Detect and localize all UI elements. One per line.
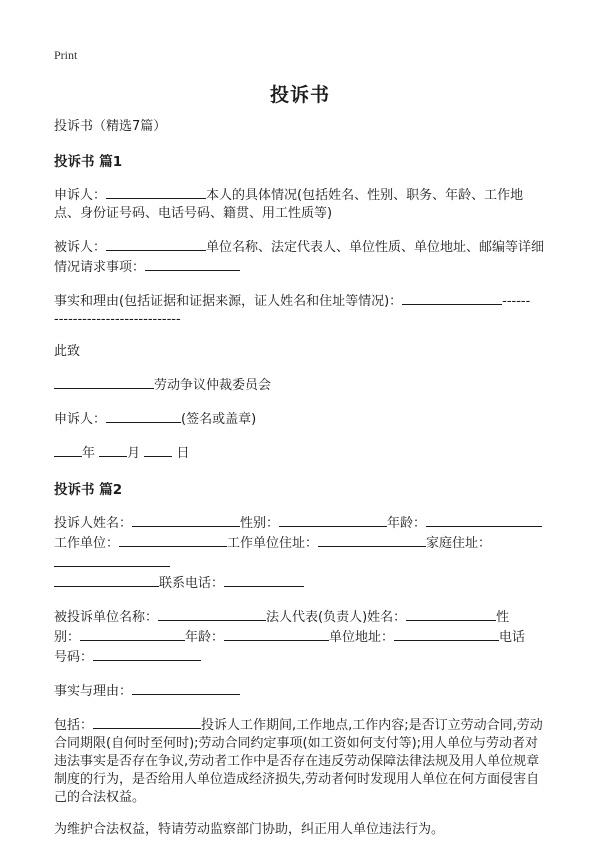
signer-note: (签名或盖章) (181, 412, 257, 427)
facts2-line (54, 681, 548, 701)
date-year: 年 (82, 446, 96, 461)
gender2-label: 性 (496, 610, 510, 625)
complainant-info-paragraph (54, 513, 548, 593)
home-address-label: 家庭住址： (426, 536, 492, 551)
includes-text: 投诉人工作期间,工作地点,工作内容;是否订立劳动合同,劳动合同期限(自何时至何时);劳动合同约定事项(如工资如何支付等);用人单位与劳动者对违法事实是否存在争议,劳动者工作中是否存在违反劳动保障法律法规及用人单位规章制度的行为，是否给用人单位造成经济损失,劳动者何时发现用人单位在何方面侵害自己的合法权益。 (54, 718, 543, 805)
respondent-desc: 单位名称、法定代表人、单位性质、单位地址、邮编等详细情况请求事项： (54, 240, 545, 275)
name-blank[interactable] (132, 513, 240, 527)
complainant-paragraph (54, 185, 548, 223)
facts-label: 事实和理由(包括证据和证据来源，证人姓名和住址等情况)： (54, 294, 403, 309)
home-address-blank-2[interactable] (54, 573, 159, 587)
gender2-tail: 别： (54, 630, 81, 645)
workplace-blank[interactable] (119, 533, 227, 547)
phone2-label-b: 号码： (54, 650, 94, 665)
work-address-label: 工作单位住址： (227, 536, 319, 551)
includes-label: 包括： (54, 718, 94, 733)
work-address-blank[interactable] (318, 533, 426, 547)
signer-label: 申诉人： (54, 412, 107, 427)
complainant-desc: 本人的具体情况(包括姓名、性别、职务、年龄、工作地点、身份证号码、电话号码、籍贯、用工性质等) (54, 188, 524, 221)
facts2-label: 事实与理由： (54, 684, 133, 699)
signer-blank[interactable] (106, 409, 181, 423)
unit-address-label: 单位地址： (329, 630, 395, 645)
facts-dashes-2: --------------------------- (54, 312, 181, 327)
complainant-label: 申诉人： (54, 188, 107, 203)
unit-address-blank[interactable] (394, 627, 499, 641)
facts2-blank[interactable] (132, 681, 240, 695)
date-month: 月 (127, 446, 141, 461)
includes-blank[interactable] (93, 715, 201, 729)
section-2-heading: 投诉书 篇2 (54, 482, 123, 498)
includes-paragraph (54, 715, 548, 807)
phone-label: 联系电话： (159, 576, 225, 591)
year-blank[interactable] (54, 443, 82, 457)
respondent-label: 被诉人： (54, 240, 107, 255)
employer-name-label: 被投诉单位名称： (54, 610, 159, 625)
legal-rep-blank[interactable] (406, 607, 496, 621)
committee-blank[interactable] (54, 375, 154, 389)
section-1-heading: 投诉书 篇1 (54, 154, 123, 170)
salutation: 此致 (54, 344, 81, 359)
respondent-paragraph (54, 237, 548, 277)
document-body (54, 118, 548, 853)
date-day: 日 (176, 446, 190, 461)
closing-paragraph: 为维护合法权益，特请劳动监察部门协助，纠正用人单位违法行为。 (54, 822, 445, 837)
workplace-label: 工作单位： (54, 536, 120, 551)
age-label: 年龄： (387, 516, 427, 531)
committee-label: 劳动争议仲裁委员会 (154, 378, 272, 393)
day-blank[interactable] (144, 443, 172, 457)
age-blank[interactable] (426, 513, 542, 527)
facts-blank[interactable] (402, 291, 502, 305)
print-label: Print (54, 48, 78, 62)
phone-blank[interactable] (224, 573, 304, 587)
employer-info-paragraph (54, 607, 548, 667)
month-blank[interactable] (99, 443, 127, 457)
request-blank[interactable] (145, 257, 240, 271)
home-address-blank[interactable] (54, 553, 170, 567)
phone2-blank[interactable] (93, 647, 201, 661)
gender2-blank[interactable] (80, 627, 185, 641)
gender-label: 性别： (240, 516, 280, 531)
name-label: 投诉人姓名： (54, 516, 133, 531)
age2-blank[interactable] (224, 627, 329, 641)
respondent-blank[interactable] (106, 237, 206, 251)
phone2-label-a: 电话 (499, 630, 526, 645)
committee-line (54, 375, 548, 395)
complainant-blank[interactable] (106, 185, 206, 199)
employer-name-blank[interactable] (158, 607, 266, 621)
signer-line (54, 409, 548, 429)
facts-dashes-1: ------ (502, 294, 531, 309)
document-subtitle: 投诉书（精选7篇） (54, 119, 167, 134)
date-line (54, 443, 548, 463)
gender-blank[interactable] (279, 513, 387, 527)
age2-label: 年龄： (185, 630, 225, 645)
legal-rep-label: 法人代表(负责人)姓名： (266, 610, 407, 625)
page-title: 投诉书 (269, 84, 330, 106)
facts-paragraph (54, 291, 548, 329)
